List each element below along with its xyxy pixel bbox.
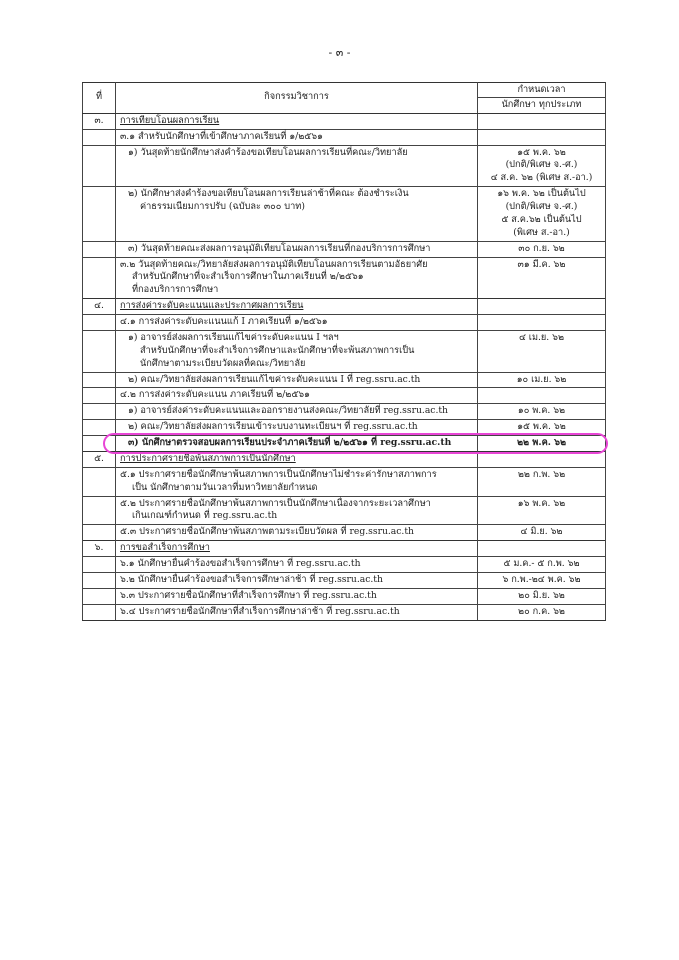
- row-time: [478, 145, 606, 187]
- text-line: ๓.๒ วันสุดท้ายคณะ/วิทยาลัยส่งผลการอนุมัติเทียบโอนผลการเรียนตามอัธยาศัย: [120, 258, 428, 270]
- row-time: ๒๒ พ.ค. ๖๒: [478, 436, 606, 452]
- table-row: [83, 467, 606, 496]
- table-row: [83, 372, 606, 388]
- row-text: ๔.๒ การส่งค่าระดับคะแนน ภาคเรียนที่ ๒/๒๕๖๑: [116, 388, 478, 404]
- row-text: [116, 257, 478, 299]
- row-text: ๓.๑ สำหรับนักศึกษาที่เข้าศึกษาภาคเรียนที่ ๑/๒๕๖๑: [116, 129, 478, 145]
- text-line: ค่าธรรมเนียมการปรับ (ฉบับละ ๓๐๐ บาท): [140, 201, 305, 212]
- row-time: ๒๐ มิ.ย. ๖๒: [478, 588, 606, 604]
- text-line: ๕.๒ ประกาศรายชื่อนักศึกษาพ้นสภาพการเป็นนักศึกษาเนื่องจากระยะเวลาศึกษา: [120, 497, 431, 509]
- header-time-sub: นักศึกษา ทุกประเภท: [478, 97, 605, 112]
- time-line: (ปกติ/พิเศษ จ.-ศ.): [505, 159, 578, 171]
- table-row: [83, 604, 606, 620]
- section-row: [83, 299, 606, 315]
- page-number: - ๓ -: [328, 46, 351, 59]
- header-time: [478, 83, 606, 114]
- row-text: ๖.๓ ประกาศรายชื่อนักศึกษาที่สำเร็จการศึกษา ที่ reg.ssru.ac.th: [116, 588, 478, 604]
- row-time: ๒๒ ก.พ. ๖๒: [478, 467, 606, 496]
- table-row: [83, 496, 606, 525]
- header-time-label: กำหนดเวลา: [517, 84, 566, 95]
- row-time: ๓๑ มี.ค. ๖๒: [478, 257, 606, 299]
- table-row: [83, 241, 606, 257]
- row-text: ๑) อาจารย์ส่งค่าระดับคะแนนและออกรายงานส่งคณะ/วิทยาลัยที่ reg.ssru.ac.th: [116, 404, 478, 420]
- text-line: เป็น นักศึกษาตามวันเวลาที่มหาวิทยาลัยกำหนด: [132, 481, 318, 493]
- row-time: ๖ ก.พ.-๒๔ พ.ค. ๖๒: [478, 572, 606, 588]
- section-title: การส่งค่าระดับคะแนนและประกาศผลการเรียน: [116, 299, 478, 315]
- header-no: ที่: [83, 83, 116, 114]
- row-time: ๓๐ ก.ย. ๖๒: [478, 241, 606, 257]
- row-text: ๕.๓ ประกาศรายชื่อนักศึกษาพ้นสภาพตามระเบียบวัดผล ที่ reg.ssru.ac.th: [116, 525, 478, 541]
- row-text: ๓) นักศึกษาตรวจสอบผลการเรียนประจำภาคเรียนที่ ๒/๒๕๖๑ ที่ reg.ssru.ac.th: [116, 436, 478, 452]
- row-text: [116, 496, 478, 525]
- row-text: ๒) คณะ/วิทยาลัยส่งผลการเรียนเข้าระบบงานทะเบียนฯ ที่ reg.ssru.ac.th: [116, 420, 478, 436]
- section-number: ๕.: [83, 451, 116, 467]
- row-text: ๖.๒ นักศึกษายื่นคำร้องขอสำเร็จการศึกษาล่าช้า ที่ reg.ssru.ac.th: [116, 572, 478, 588]
- academic-schedule-table: [82, 82, 606, 621]
- row-text: [116, 330, 478, 372]
- time-line: ๔ ส.ค. ๖๒ (พิเศษ ส.-อา.): [490, 172, 593, 184]
- table-row: [83, 525, 606, 541]
- highlight-ring: [103, 433, 608, 455]
- table-header-row: [83, 83, 606, 114]
- section-number: ๖.: [83, 541, 116, 557]
- time-line: (ปกติ/พิเศษ จ.-ศ.): [505, 201, 578, 212]
- text-line: ๑) อาจารย์ส่งผลการเรียนแก้ไขค่าระดับคะแนน I ฯลฯ: [128, 331, 339, 343]
- row-time: ๑๐ เม.ย. ๖๒: [478, 372, 606, 388]
- section-title: การขอสำเร็จการศึกษา: [116, 541, 478, 557]
- text-line: นักศึกษาตามระเบียบวัดผลที่คณะ/วิทยาลัย: [140, 357, 306, 369]
- table-row: [83, 145, 606, 187]
- row-time: ๑๖ พ.ค. ๖๒: [478, 496, 606, 525]
- section-title: การประกาศรายชื่อพ้นสภาพการเป็นนักศึกษา: [116, 451, 478, 467]
- row-time: ๒๐ ก.ค. ๖๒: [478, 604, 606, 620]
- text-line: ๒) นักศึกษาส่งคำร้องขอเทียบโอนผลการเรียนล่าช้าที่คณะ ต้องชำระเงิน: [128, 188, 409, 200]
- header-activity: กิจกรรมวิชาการ: [116, 83, 478, 114]
- section-number: ๓.: [83, 113, 116, 129]
- text-line: สำหรับนักศึกษาที่จะสำเร็จการศึกษาในภาคเรียนที่ ๒/๒๕๖๑: [132, 271, 364, 283]
- text-line: เกินเกณฑ์กำหนด ที่ reg.ssru.ac.th: [132, 510, 278, 522]
- table-row: [83, 557, 606, 573]
- time-line: (พิเศษ ส.-อา.): [513, 226, 570, 238]
- section-title: การเทียบโอนผลการเรียน: [116, 113, 478, 129]
- table-row: [83, 588, 606, 604]
- row-text: ๖.๑ นักศึกษายื่นคำร้องขอสำเร็จการศึกษา ที่ reg.ssru.ac.th: [116, 557, 478, 573]
- row-time: ๑๕ พ.ค. ๖๒: [478, 420, 606, 436]
- time-line: ๕ ส.ค.๖๒ เป็นต้นไป: [501, 213, 582, 225]
- row-text: [116, 467, 478, 496]
- section-row: [83, 541, 606, 557]
- section-row: [83, 113, 606, 129]
- row-text: ๖.๔ ประกาศรายชื่อนักศึกษาที่สำเร็จการศึกษาล่าช้า ที่ reg.ssru.ac.th: [116, 604, 478, 620]
- row-time: [478, 187, 606, 242]
- section-number: ๔.: [83, 299, 116, 315]
- text-line: สำหรับนักศึกษาที่จะสำเร็จการศึกษาและนักศึกษาที่จะพ้นสภาพการเป็น: [140, 344, 415, 356]
- table-row: [83, 330, 606, 372]
- row-text: ๒) คณะ/วิทยาลัยส่งผลการเรียนแก้ไขค่าระดับคะแนน I ที่ reg.ssru.ac.th: [116, 372, 478, 388]
- table-row: [83, 315, 606, 331]
- text-line: ที่กองบริการการศึกษา: [132, 284, 219, 296]
- row-time: ๑๐ พ.ค. ๖๒: [478, 404, 606, 420]
- table-row: [83, 257, 606, 299]
- row-text: ๔.๑ การส่งค่าระดับคะแนนแก้ I ภาคเรียนที่ ๑/๒๕๖๑: [116, 315, 478, 331]
- table-row: [83, 404, 606, 420]
- table-row: [83, 572, 606, 588]
- table-row: [83, 187, 606, 242]
- time-line: ๑๖ พ.ค. ๖๒ เป็นต้นไป: [497, 188, 586, 200]
- row-text: ๑) วันสุดท้ายนักศึกษาส่งคำร้องขอเทียบโอนผลการเรียนที่คณะ/วิทยาลัย: [116, 145, 478, 187]
- row-time: ๕ ม.ค.- ๕ ก.พ. ๖๒: [478, 557, 606, 573]
- row-time: ๔ เม.ย. ๖๒: [478, 330, 606, 372]
- row-time: ๔ มิ.ย. ๖๒: [478, 525, 606, 541]
- row-text: [116, 187, 478, 242]
- time-line: ๑๕ พ.ค. ๖๒: [517, 146, 566, 158]
- table-row: [83, 388, 606, 404]
- text-line: ๕.๑ ประกาศรายชื่อนักศึกษาพ้นสภาพการเป็นนักศึกษาไม่ชำระค่ารักษาสภาพการ: [120, 468, 437, 480]
- table-row: [83, 129, 606, 145]
- row-text: ๓) วันสุดท้ายคณะส่งผลการอนุมัติเทียบโอนผลการเรียนที่กองบริการการศึกษา: [116, 241, 478, 257]
